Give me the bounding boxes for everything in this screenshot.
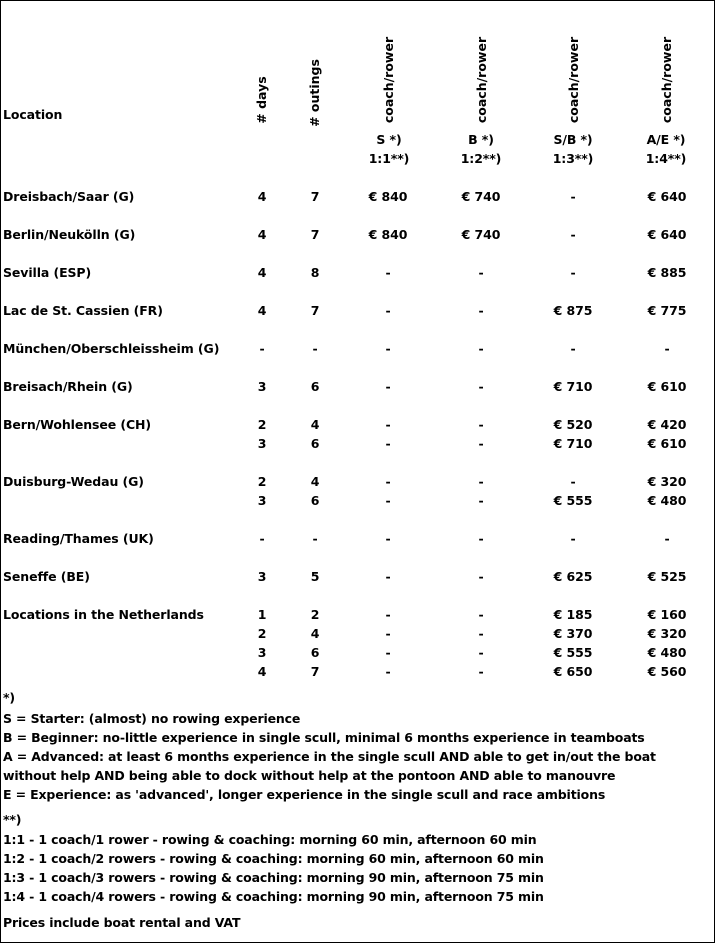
location-header: Location — [3, 107, 63, 122]
price-1to3-cell: € 555 — [553, 493, 593, 508]
price-1to4-cell: - — [664, 531, 670, 546]
days-cell: 2 — [257, 417, 267, 432]
price-1to3-cell: - — [570, 341, 576, 356]
days-cell: - — [259, 531, 265, 546]
price-1to3-cell: € 625 — [553, 569, 593, 584]
days-cell: 1 — [257, 607, 267, 622]
price-1to2-cell: - — [478, 341, 484, 356]
days-cell: - — [259, 341, 265, 356]
ratio-header-4: 1:4**) — [645, 151, 687, 166]
price-1to2-cell: - — [478, 645, 484, 660]
price-1to4-cell: - — [664, 341, 670, 356]
price-1to4-cell: € 480 — [647, 493, 687, 508]
outings-cell: 4 — [310, 626, 320, 641]
days-cell: 4 — [257, 265, 267, 280]
outings-cell: 6 — [310, 379, 320, 394]
price-1to4-cell: € 560 — [647, 664, 687, 679]
price-1to4-cell: € 525 — [647, 569, 687, 584]
price-1to3-cell: € 710 — [553, 436, 593, 451]
location-cell: Duisburg-Wedau (G) — [3, 474, 144, 489]
days-cell: 2 — [257, 626, 267, 641]
price-1to4-cell: € 610 — [647, 379, 687, 394]
days-cell: 4 — [257, 664, 267, 679]
outings-cell: 4 — [310, 474, 320, 489]
price-1to4-cell: € 885 — [647, 265, 687, 280]
price-1to1-cell: € 840 — [368, 227, 408, 242]
ratio-header-1: 1:1**) — [368, 151, 410, 166]
price-1to1-cell: - — [385, 341, 391, 356]
price-1to3-cell: € 650 — [553, 664, 593, 679]
days-cell: 2 — [257, 474, 267, 489]
price-1to4-cell: € 480 — [647, 645, 687, 660]
price-1to1-cell: - — [385, 265, 391, 280]
level-note: without help AND being able to dock without help at the pontoon AND able to manouvre — [3, 768, 616, 783]
outings-cell: 8 — [310, 265, 320, 280]
ratio-note: 1:4 - 1 coach/4 rowers - rowing & coaching: morning 90 min, afternoon 75 min — [3, 889, 544, 904]
location-cell: München/Oberschleissheim (G) — [3, 341, 220, 356]
price-1to2-cell: - — [478, 531, 484, 546]
levels-footnote-mark: *) — [3, 690, 15, 705]
days-cell: 3 — [257, 645, 267, 660]
price-1to3-cell: € 710 — [553, 379, 593, 394]
price-1to2-cell: - — [478, 493, 484, 508]
days-cell: 3 — [257, 436, 267, 451]
price-1to3-cell: - — [570, 189, 576, 204]
ratio-note: 1:2 - 1 coach/2 rowers - rowing & coaching: morning 60 min, afternoon 60 min — [3, 851, 544, 866]
price-1to2-cell: - — [478, 569, 484, 584]
outings-cell: 7 — [310, 189, 320, 204]
price-1to4-cell: € 420 — [647, 417, 687, 432]
level-header-4: A/E *) — [646, 132, 686, 147]
price-1to1-cell: - — [385, 417, 391, 432]
level-note: A = Advanced: at least 6 months experience in the single scull AND able to get in/out the boat — [3, 749, 656, 764]
price-1to3-cell: € 185 — [553, 607, 593, 622]
ratio-header-3: 1:3**) — [552, 151, 594, 166]
price-1to4-cell: € 320 — [647, 474, 687, 489]
price-1to3-cell: - — [570, 227, 576, 242]
price-1to2-cell: - — [478, 626, 484, 641]
price-1to1-cell: € 840 — [368, 189, 408, 204]
price-1to3-cell: - — [570, 474, 576, 489]
outings-header: # outings — [307, 59, 322, 127]
price-1to1-cell: - — [385, 474, 391, 489]
level-header-1: S *) — [376, 132, 402, 147]
price-1to1-cell: - — [385, 436, 391, 451]
price-1to1-cell: - — [385, 493, 391, 508]
price-1to2-cell: - — [478, 474, 484, 489]
ratio-footnote-mark: **) — [3, 812, 22, 827]
price-1to2-cell: € 740 — [461, 189, 501, 204]
price-1to2-cell: - — [478, 303, 484, 318]
price-1to1-cell: - — [385, 645, 391, 660]
price-1to1-cell: - — [385, 531, 391, 546]
price-1to2-cell: - — [478, 379, 484, 394]
days-cell: 4 — [257, 227, 267, 242]
price-1to2-cell: - — [478, 664, 484, 679]
coach-rower-header-4: coach/rower — [659, 36, 674, 124]
price-1to4-cell: € 775 — [647, 303, 687, 318]
days-cell: 4 — [257, 189, 267, 204]
price-1to3-cell: - — [570, 265, 576, 280]
price-1to1-cell: - — [385, 379, 391, 394]
level-note: S = Starter: (almost) no rowing experience — [3, 711, 301, 726]
level-note: B = Beginner: no-little experience in single scull, minimal 6 months experience in teamboats — [3, 730, 645, 745]
price-1to2-cell: - — [478, 417, 484, 432]
location-cell: Berlin/Neukölln (G) — [3, 227, 136, 242]
outings-cell: 7 — [310, 303, 320, 318]
days-cell: 4 — [257, 303, 267, 318]
outings-cell: 6 — [310, 493, 320, 508]
price-1to1-cell: - — [385, 664, 391, 679]
location-cell: Sevilla (ESP) — [3, 265, 92, 280]
price-1to3-cell: € 555 — [553, 645, 593, 660]
price-1to1-cell: - — [385, 569, 391, 584]
location-cell: Seneffe (BE) — [3, 569, 90, 584]
ratio-note: 1:3 - 1 coach/3 rowers - rowing & coaching: morning 90 min, afternoon 75 min — [3, 870, 544, 885]
outings-cell: 6 — [310, 436, 320, 451]
price-1to4-cell: € 320 — [647, 626, 687, 641]
outings-cell: 7 — [310, 227, 320, 242]
location-cell: Breisach/Rhein (G) — [3, 379, 133, 394]
price-1to2-cell: € 740 — [461, 227, 501, 242]
outings-cell: 6 — [310, 645, 320, 660]
level-header-3: S/B *) — [553, 132, 593, 147]
coach-rower-header-1: coach/rower — [381, 36, 396, 124]
ratio-header-2: 1:2**) — [460, 151, 502, 166]
location-cell: Reading/Thames (UK) — [3, 531, 154, 546]
coach-rower-header-3: coach/rower — [566, 36, 581, 124]
price-1to4-cell: € 640 — [647, 227, 687, 242]
price-1to3-cell: - — [570, 531, 576, 546]
price-1to4-cell: € 610 — [647, 436, 687, 451]
days-cell: 3 — [257, 379, 267, 394]
footer-note: Prices include boat rental and VAT — [3, 915, 241, 930]
level-note: E = Experience: as 'advanced', longer experience in the single scull and race ambitions — [3, 787, 606, 802]
outings-cell: 2 — [310, 607, 320, 622]
days-cell: 3 — [257, 569, 267, 584]
price-1to2-cell: - — [478, 436, 484, 451]
outings-cell: 5 — [310, 569, 320, 584]
days-cell: 3 — [257, 493, 267, 508]
price-1to4-cell: € 160 — [647, 607, 687, 622]
price-1to1-cell: - — [385, 303, 391, 318]
outings-cell: 7 — [310, 664, 320, 679]
location-cell: Locations in the Netherlands — [3, 607, 204, 622]
price-1to2-cell: - — [478, 265, 484, 280]
coach-rower-header-2: coach/rower — [474, 36, 489, 124]
price-1to4-cell: € 640 — [647, 189, 687, 204]
location-cell: Lac de St. Cassien (FR) — [3, 303, 163, 318]
price-1to3-cell: € 520 — [553, 417, 593, 432]
location-cell: Bern/Wohlensee (CH) — [3, 417, 152, 432]
price-1to3-cell: € 370 — [553, 626, 593, 641]
outings-cell: - — [312, 531, 318, 546]
level-header-2: B *) — [468, 132, 494, 147]
ratio-note: 1:1 - 1 coach/1 rower - rowing & coaching: morning 60 min, afternoon 60 min — [3, 832, 537, 847]
price-1to3-cell: € 875 — [553, 303, 593, 318]
price-1to1-cell: - — [385, 607, 391, 622]
location-cell: Dreisbach/Saar (G) — [3, 189, 135, 204]
outings-cell: - — [312, 341, 318, 356]
days-header: # days — [254, 76, 269, 124]
price-1to1-cell: - — [385, 626, 391, 641]
price-1to2-cell: - — [478, 607, 484, 622]
outings-cell: 4 — [310, 417, 320, 432]
